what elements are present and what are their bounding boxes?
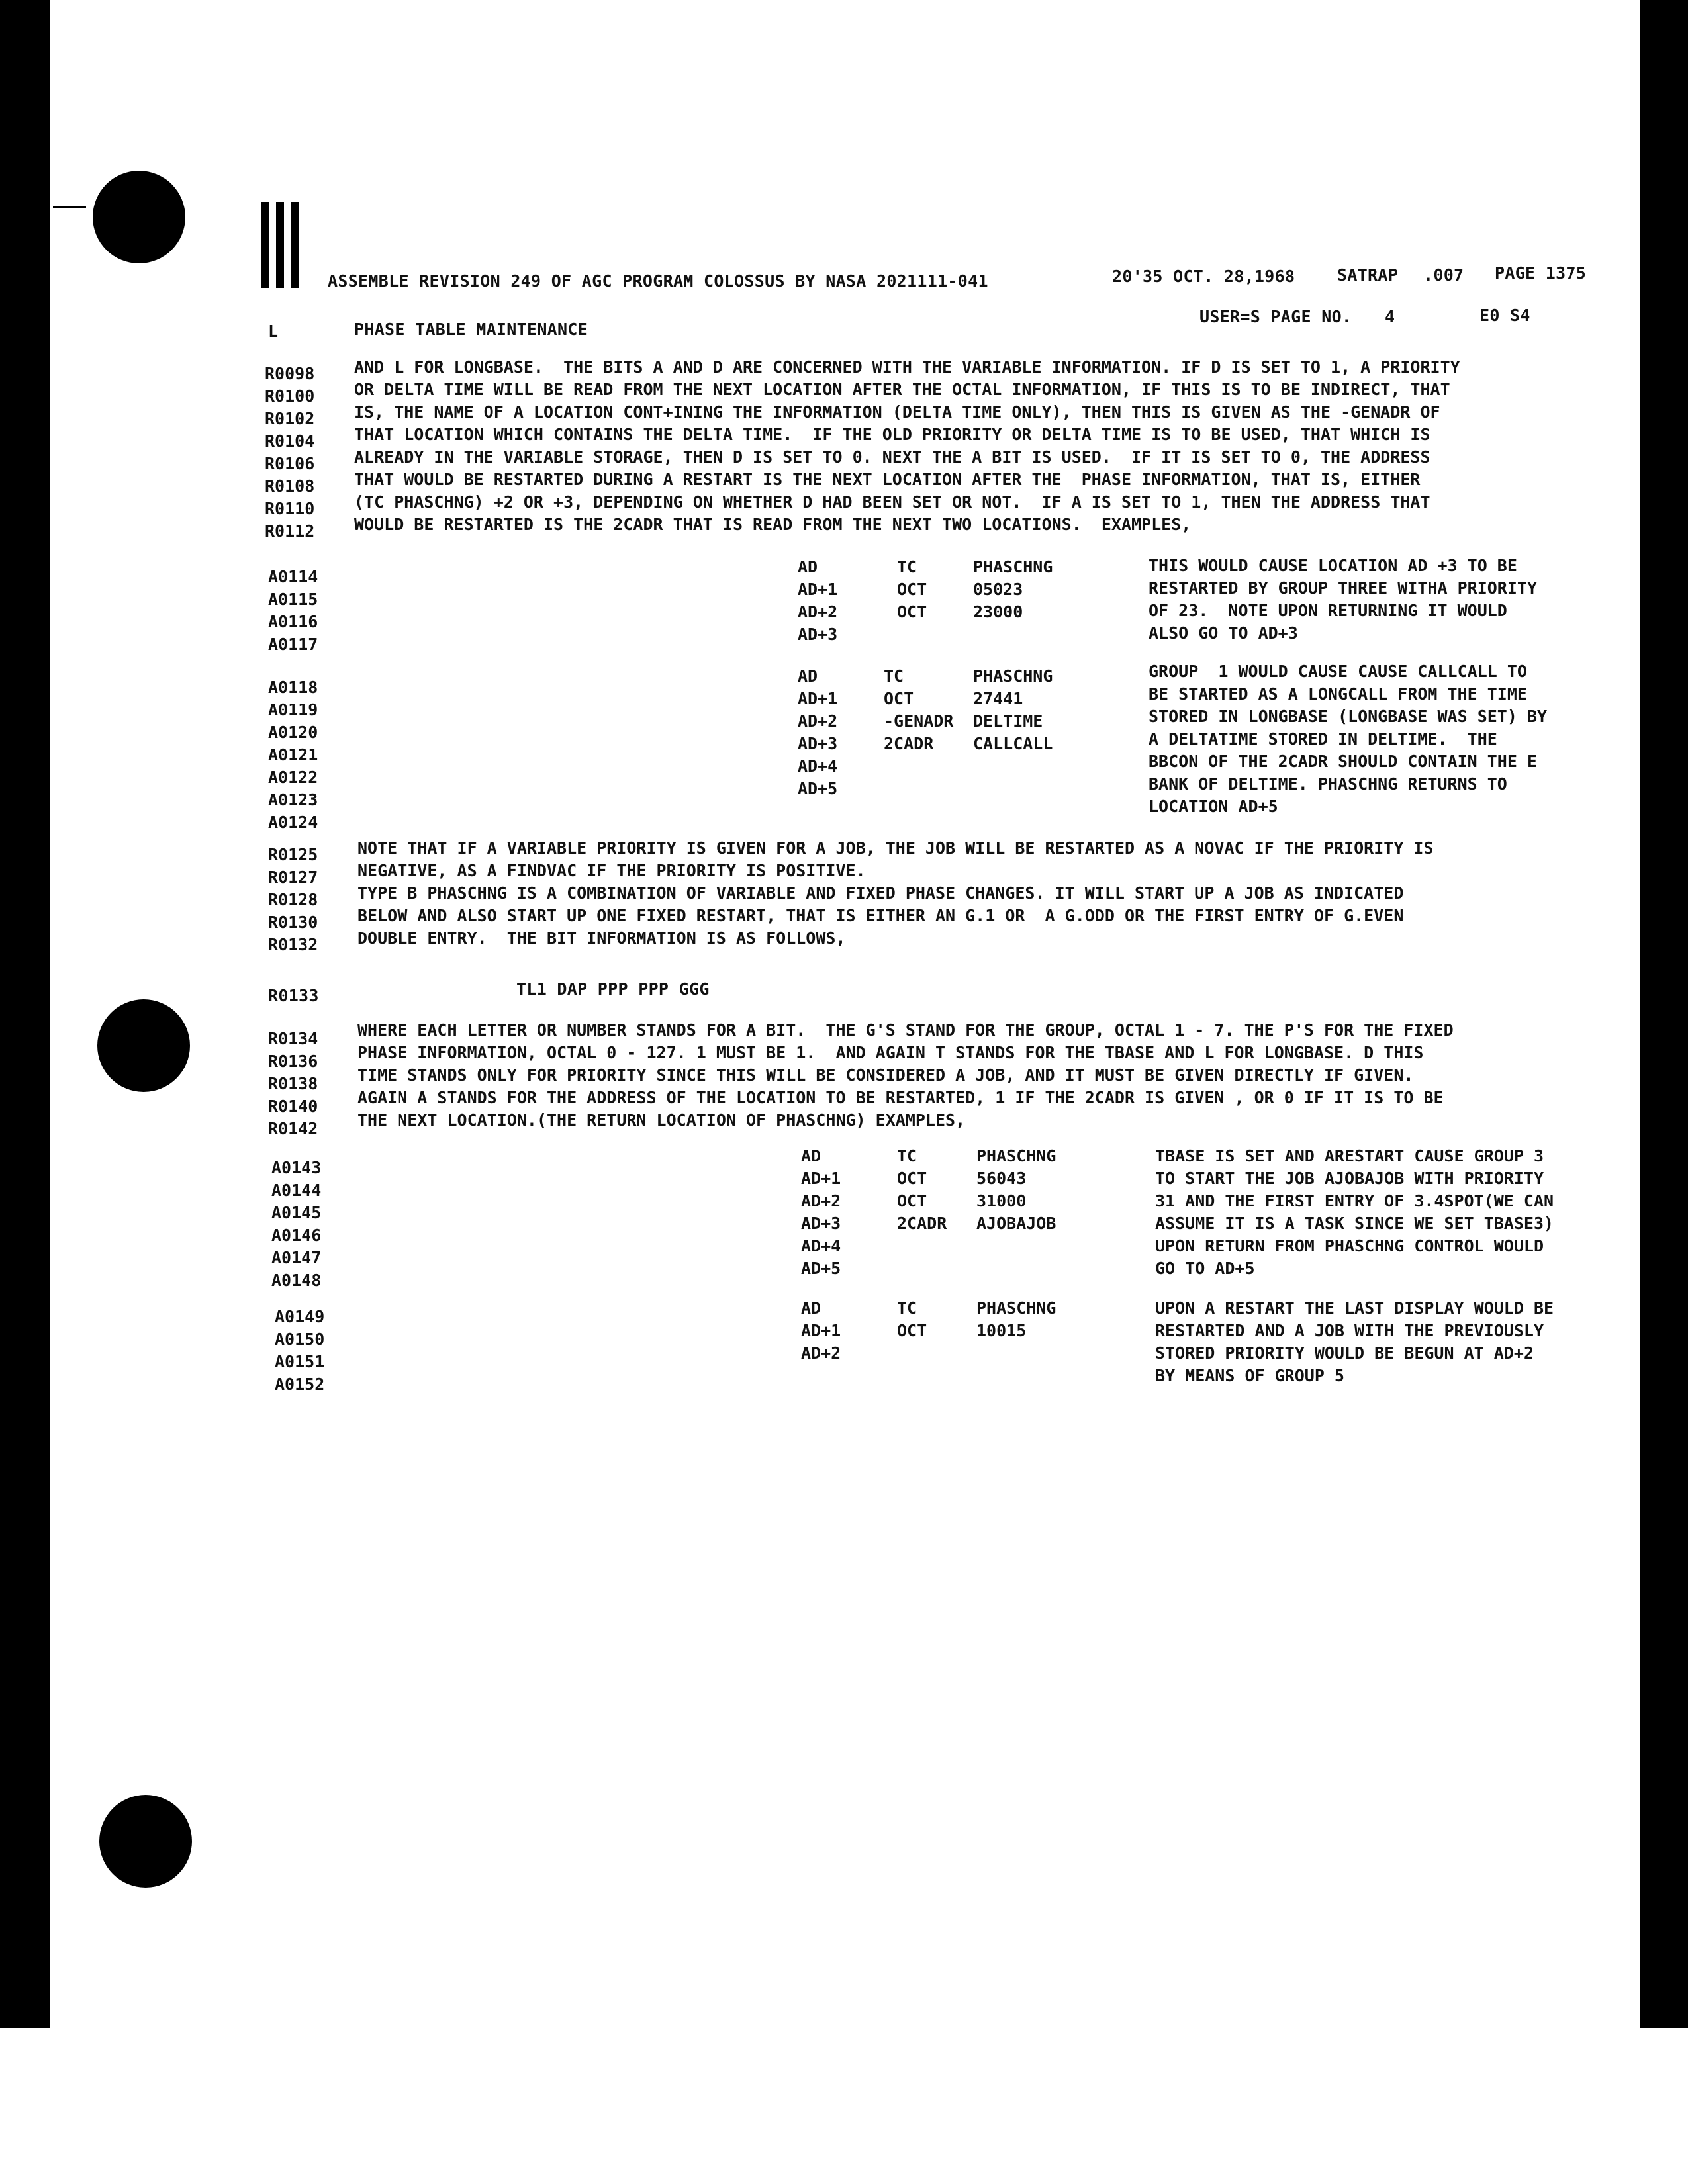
text-line: OR DELTA TIME WILL BE READ FROM THE NEXT LOCATION AFTER THE OCTAL INFORMATION, IF THIS IS TO BE INDIRECT, THAT bbox=[354, 380, 1450, 399]
comment-line: RESTARTED AND A JOB WITH THE PREVIOUSLY bbox=[1155, 1321, 1544, 1340]
code-op: OCT bbox=[897, 1169, 927, 1188]
line-label: A0120 bbox=[268, 723, 318, 742]
line-label: A0147 bbox=[271, 1248, 322, 1267]
comment-line: OF 23. NOTE UPON RETURNING IT WOULD bbox=[1149, 601, 1507, 620]
punch-hole-middle bbox=[97, 999, 190, 1092]
code-op bbox=[897, 623, 927, 646]
code-operand: PHASCHNG bbox=[976, 1146, 1056, 1165]
text-line: THAT WOULD BE RESTARTED DURING A RESTART IS THE NEXT LOCATION AFTER THE PHASE INFORMATION, THAT IS, EITHER bbox=[354, 470, 1421, 489]
comment-line: ALSO GO TO AD+3 bbox=[1149, 623, 1298, 643]
paragraph-3-text bbox=[357, 1019, 1454, 1132]
code-op: 2CADR bbox=[884, 734, 934, 753]
line-label: A0146 bbox=[271, 1226, 322, 1245]
example-4-col-op bbox=[897, 1297, 927, 1365]
line-label: A0121 bbox=[268, 745, 318, 764]
text-line: THAT LOCATION WHICH CONTAINS THE DELTA TIME. IF THE OLD PRIORITY OR DELTA TIME IS TO BE USED, THAT WHICH IS bbox=[354, 425, 1430, 444]
code-location: AD+1 bbox=[801, 1321, 841, 1340]
code-location: AD bbox=[798, 666, 818, 686]
line-label: R0132 bbox=[268, 935, 318, 954]
code-op: TC bbox=[897, 1146, 917, 1165]
satrap-label: SATRAP bbox=[1337, 265, 1399, 285]
punch-hole-bottom bbox=[99, 1795, 192, 1888]
example-3-col-location bbox=[801, 1145, 841, 1280]
text-line: WHERE EACH LETTER OR NUMBER STANDS FOR A BIT. THE G'S STAND FOR THE GROUP, OCTAL 1 - 7. THE P'S FOR THE FIXED bbox=[357, 1021, 1454, 1040]
line-label: A0144 bbox=[271, 1181, 322, 1200]
comment-line: A DELTATIME STORED IN DELTIME. THE bbox=[1149, 729, 1497, 749]
code-op bbox=[897, 1235, 947, 1257]
code-operand bbox=[973, 778, 1053, 800]
comment-line: TO START THE JOB AJOBAJOB WITH PRIORITY bbox=[1155, 1169, 1544, 1188]
code-location: AD bbox=[798, 557, 818, 576]
line-label: A0119 bbox=[268, 700, 318, 719]
paragraph-1-text bbox=[354, 356, 1460, 536]
code-location: AD+5 bbox=[798, 779, 838, 798]
code-location: AD+2 bbox=[801, 1191, 841, 1210]
code-location: AD+1 bbox=[801, 1169, 841, 1188]
code-operand bbox=[976, 1257, 1056, 1280]
comment-line: BBCON OF THE 2CADR SHOULD CONTAIN THE E bbox=[1149, 752, 1537, 771]
margin-tick bbox=[53, 206, 86, 208]
comment-line: STORED PRIORITY WOULD BE BEGUN AT AD+2 bbox=[1155, 1343, 1534, 1363]
line-label: R0102 bbox=[265, 409, 315, 428]
example-4-labels bbox=[275, 1306, 324, 1396]
code-location: AD+2 bbox=[798, 711, 838, 731]
example-3-col-operand bbox=[976, 1145, 1056, 1280]
line-label: R0098 bbox=[265, 364, 315, 383]
line-label: A0149 bbox=[275, 1307, 325, 1326]
line-label: R0138 bbox=[268, 1074, 318, 1093]
example-1-labels bbox=[268, 566, 318, 656]
line-label: A0151 bbox=[275, 1352, 325, 1371]
code-operand: 05023 bbox=[973, 580, 1023, 599]
code-op: OCT bbox=[897, 580, 927, 599]
line-label: R0104 bbox=[265, 432, 315, 451]
text-line: NEGATIVE, AS A FINDVAC IF THE PRIORITY IS POSITIVE. bbox=[357, 861, 866, 880]
code-operand: 56043 bbox=[976, 1169, 1027, 1188]
version-label: .007 bbox=[1423, 265, 1464, 285]
line-label: R0110 bbox=[265, 499, 315, 518]
line-label: R0108 bbox=[265, 477, 315, 496]
code-location: AD+3 bbox=[798, 734, 838, 753]
text-line: IS, THE NAME OF A LOCATION CONT+INING THE INFORMATION (DELTA TIME ONLY), THEN THIS IS GIVEN AS THE -GENADR OF bbox=[354, 402, 1440, 422]
code-op bbox=[884, 755, 953, 778]
code-location: AD bbox=[801, 1298, 821, 1318]
line-label: R0100 bbox=[265, 387, 315, 406]
text-line: AGAIN A STANDS FOR THE ADDRESS OF THE LOCATION TO BE RESTARTED, 1 IF THE 2CADR IS GIVEN , OR 0 IF IT IS TO BE bbox=[357, 1088, 1444, 1107]
code-location: AD+2 bbox=[801, 1343, 841, 1363]
example-2-col-op bbox=[884, 665, 953, 800]
users-page-number: 4 bbox=[1385, 307, 1395, 326]
example-4-comment bbox=[1155, 1297, 1554, 1387]
example-1-col-location bbox=[798, 556, 837, 646]
code-op: -GENADR bbox=[884, 711, 954, 731]
code-op bbox=[897, 1342, 927, 1365]
code-op: OCT bbox=[884, 689, 914, 708]
comment-line: THIS WOULD CAUSE LOCATION AD +3 TO BE bbox=[1149, 556, 1517, 575]
code-op: TC bbox=[897, 1298, 917, 1318]
comment-line: 31 AND THE FIRST ENTRY OF 3.4SPOT(WE CAN bbox=[1155, 1191, 1554, 1210]
paragraph-2-text bbox=[357, 837, 1434, 950]
line-label: R0142 bbox=[268, 1119, 318, 1138]
comment-line: STORED IN LONGBASE (LONGBASE WAS SET) BY bbox=[1149, 707, 1548, 726]
scan-border-right bbox=[1640, 0, 1688, 2028]
code-operand: AJOBAJOB bbox=[976, 1214, 1056, 1233]
assemble-header: ASSEMBLE REVISION 249 OF AGC PROGRAM COLOSSUS BY NASA 2021111-041 bbox=[328, 271, 988, 291]
code-operand bbox=[976, 1235, 1056, 1257]
line-label: A0148 bbox=[271, 1271, 322, 1290]
users-page-label: USER=S PAGE NO. bbox=[1199, 307, 1352, 326]
line-label: A0150 bbox=[275, 1330, 325, 1349]
paragraph-1-labels bbox=[265, 363, 314, 543]
line-label: A0122 bbox=[268, 768, 318, 787]
code-operand: CALLCALL bbox=[973, 734, 1053, 753]
comment-line: RESTARTED BY GROUP THREE WITHA PRIORITY bbox=[1149, 578, 1537, 598]
text-line: TIME STANDS ONLY FOR PRIORITY SINCE THIS WILL BE CONSIDERED A JOB, AND IT MUST BE GIVEN DIRECTLY IF GIVEN. bbox=[357, 1066, 1414, 1085]
text-line: (TC PHASCHNG) +2 OR +3, DEPENDING ON WHETHER D HAD BEEN SET OR NOT. IF A IS SET TO 1, THEN THE ADDRESS THAT bbox=[354, 492, 1430, 512]
code-location: AD+5 bbox=[801, 1259, 841, 1278]
text-line: DOUBLE ENTRY. THE BIT INFORMATION IS AS FOLLOWS, bbox=[357, 929, 846, 948]
example-2-col-operand bbox=[973, 665, 1053, 800]
code-op: OCT bbox=[897, 602, 927, 621]
line-label: A0114 bbox=[268, 567, 318, 586]
eo-code: E0 S4 bbox=[1479, 306, 1530, 325]
code-op bbox=[884, 778, 953, 800]
assembly-datetime: 20'35 OCT. 28,1968 bbox=[1112, 267, 1295, 286]
code-op: TC bbox=[897, 557, 917, 576]
line-label: R0128 bbox=[268, 890, 318, 909]
code-op: OCT bbox=[897, 1321, 927, 1340]
text-line: ALREADY IN THE VARIABLE STORAGE, THEN D IS SET TO 0. NEXT THE A BIT IS USED. IF IT IS SET TO 0, THE ADDRESS bbox=[354, 447, 1430, 467]
example-3-col-op bbox=[897, 1145, 947, 1280]
code-operand: 23000 bbox=[973, 602, 1023, 621]
code-operand: PHASCHNG bbox=[973, 557, 1053, 576]
line-label: A0152 bbox=[275, 1375, 325, 1394]
text-line: WOULD BE RESTARTED IS THE 2CADR THAT IS READ FROM THE NEXT TWO LOCATIONS. EXAMPLES, bbox=[354, 515, 1192, 534]
text-line: THE NEXT LOCATION.(THE RETURN LOCATION OF PHASCHNG) EXAMPLES, bbox=[357, 1111, 966, 1130]
line-label: R0134 bbox=[268, 1029, 318, 1048]
code-location: AD+1 bbox=[798, 689, 838, 708]
section-title: PHASE TABLE MAINTENANCE bbox=[354, 320, 588, 339]
code-location: AD+4 bbox=[798, 756, 838, 776]
text-line: BELOW AND ALSO START UP ONE FIXED RESTART, THAT IS EITHER AN G.1 OR A G.ODD OR THE FIRST ENTRY OF G.EVEN bbox=[357, 906, 1404, 925]
bit-format: TL1 DAP PPP PPP GGG bbox=[516, 979, 710, 999]
code-operand: 27441 bbox=[973, 689, 1023, 708]
example-1-col-op bbox=[897, 556, 927, 646]
line-label: R0136 bbox=[268, 1052, 318, 1071]
code-op: OCT bbox=[897, 1191, 927, 1210]
comment-line: ASSUME IT IS A TASK SINCE WE SET TBASE3) bbox=[1155, 1214, 1554, 1233]
paragraph-2-labels bbox=[268, 844, 318, 956]
line-label: R0140 bbox=[268, 1097, 318, 1116]
example-2-labels bbox=[268, 676, 318, 834]
code-location: AD+2 bbox=[798, 602, 838, 621]
column-l: L bbox=[268, 322, 279, 341]
code-operand bbox=[973, 623, 1053, 646]
example-4-col-location bbox=[801, 1297, 841, 1365]
code-location: AD+1 bbox=[798, 580, 838, 599]
text-line: NOTE THAT IF A VARIABLE PRIORITY IS GIVEN FOR A JOB, THE JOB WILL BE RESTARTED AS A NOVAC IF THE PRIORITY IS bbox=[357, 839, 1434, 858]
example-2-col-location bbox=[798, 665, 837, 800]
code-op: 2CADR bbox=[897, 1214, 947, 1233]
line-label: R0106 bbox=[265, 454, 315, 473]
text-line: PHASE INFORMATION, OCTAL 0 - 127. 1 MUST BE 1. AND AGAIN T STANDS FOR THE TBASE AND L FOR LONGBASE. D THIS bbox=[357, 1043, 1424, 1062]
line-label: A0145 bbox=[271, 1203, 322, 1222]
page-number: PAGE 1375 bbox=[1495, 263, 1587, 283]
comment-line: GO TO AD+5 bbox=[1155, 1259, 1255, 1278]
example-3-labels bbox=[271, 1157, 321, 1292]
example-2-comment bbox=[1149, 660, 1547, 818]
comment-line: BY MEANS OF GROUP 5 bbox=[1155, 1366, 1344, 1385]
code-op: TC bbox=[884, 666, 904, 686]
example-1-col-operand bbox=[973, 556, 1053, 646]
line-label: A0116 bbox=[268, 612, 318, 631]
comment-line: GROUP 1 WOULD CAUSE CAUSE CALLCALL TO bbox=[1149, 662, 1527, 681]
line-label: A0115 bbox=[268, 590, 318, 609]
line-label: R0130 bbox=[268, 913, 318, 932]
code-operand: PHASCHNG bbox=[976, 1298, 1056, 1318]
code-operand bbox=[976, 1342, 1056, 1365]
line-label: A0117 bbox=[268, 635, 318, 654]
line-label: A0143 bbox=[271, 1158, 322, 1177]
comment-line: BE STARTED AS A LONGCALL FROM THE TIME bbox=[1149, 684, 1527, 704]
code-location: AD+4 bbox=[801, 1236, 841, 1255]
comment-line: UPON RETURN FROM PHASCHNG CONTROL WOULD bbox=[1155, 1236, 1544, 1255]
line-label: A0123 bbox=[268, 790, 318, 809]
comment-line: UPON A RESTART THE LAST DISPLAY WOULD BE bbox=[1155, 1298, 1554, 1318]
example-4-col-operand bbox=[976, 1297, 1056, 1365]
line-label: R0112 bbox=[265, 522, 315, 541]
binder-marks bbox=[261, 202, 321, 288]
line-label: R0125 bbox=[268, 845, 318, 864]
code-op bbox=[897, 1257, 947, 1280]
code-operand: DELTIME bbox=[973, 711, 1043, 731]
code-operand: 31000 bbox=[976, 1191, 1027, 1210]
code-location: AD+3 bbox=[801, 1214, 841, 1233]
code-operand bbox=[973, 755, 1053, 778]
text-line: TYPE B PHASCHNG IS A COMBINATION OF VARIABLE AND FIXED PHASE CHANGES. IT WILL START UP A JOB AS INDICATED bbox=[357, 884, 1404, 903]
code-operand: 10015 bbox=[976, 1321, 1027, 1340]
code-location: AD bbox=[801, 1146, 821, 1165]
code-operand: PHASCHNG bbox=[973, 666, 1053, 686]
example-3-comment bbox=[1155, 1145, 1554, 1280]
line-label: A0118 bbox=[268, 678, 318, 697]
comment-line: BANK OF DELTIME. PHASCHNG RETURNS TO bbox=[1149, 774, 1507, 794]
line-label: R0127 bbox=[268, 868, 318, 887]
comment-line: LOCATION AD+5 bbox=[1149, 797, 1278, 816]
scan-border-left bbox=[0, 0, 50, 2028]
line-label: R0133 bbox=[268, 986, 319, 1005]
paragraph-3-labels bbox=[268, 1028, 318, 1140]
example-1-comment bbox=[1149, 555, 1537, 645]
comment-line: TBASE IS SET AND ARESTART CAUSE GROUP 3 bbox=[1155, 1146, 1544, 1165]
text-line: AND L FOR LONGBASE. THE BITS A AND D ARE CONCERNED WITH THE VARIABLE INFORMATION. IF D IS SET TO 1, A PRIORITY bbox=[354, 357, 1460, 377]
line-label: A0124 bbox=[268, 813, 318, 832]
code-location: AD+3 bbox=[798, 625, 838, 644]
punch-hole-top bbox=[93, 171, 185, 263]
